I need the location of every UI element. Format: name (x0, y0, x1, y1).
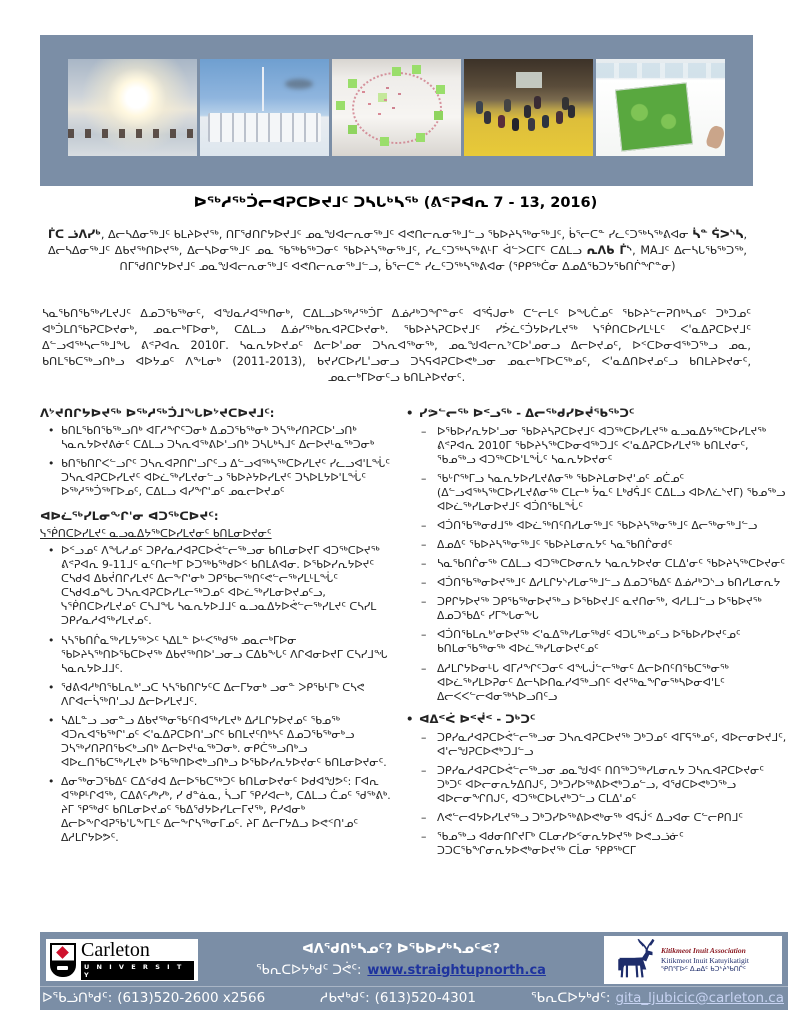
photo-arctic-sunset (68, 59, 197, 156)
list-item: – ᐱᕙᓪᓕᐊᔭᐅᓯᒪᔪᖅᓗ ᑐᒃᑐᓯᐅᖅᕕᐅᕙᒃᓂᖅ ᐊᕋᒎᑉ ᐃᓗᐊᓂ ᑕᓪᓕᑭᑎᒧᑦ (406, 811, 788, 825)
phone-label: ᐅᖃᓘᑎᒃᑯᑦ: (42, 990, 113, 1006)
list-item: • ᐅᑉᓗᓄᑦ ᐱᖓᓱᓄᑦ ᑐᑭᓯᓇᓱᐊᕈᑕᐅᕚᓪᓕᖅᓗᓂ ᑲᑎᒪᓂᐅᔪᒥ ᐊᑐᖅᑕᐅᔪᖅ ᕕᕝᕈᐊᕆ 9-11ᒧᑦ ᓇᑦᑎᓕᒃᒥ ᐅᑐᖅᑲᖅᑯᐅᑉ ᑲᑎᒪᕕᐊᓂ. ᐅᖃᐅᓯᕆᔭᐅᔪᑦ ᑕᓴᑯᐊ ᐃᑲᔫᑎᒋᓯᒪᔪᑦ ᐃᓕᖕᒋ'ᓂᒃ ᑐᑭᖃᓕᖅᑎᑦᕙᓪᓕᖅᓯᒪᒻᒪᖔᑦ ᑕᓴᑯᐊᓄᖓ ᑐᓴᕆᐊᕈᑕᐅᓯᒪᓕᖅᑐᓄᑦ ᐊᐅᓛᖅᓯᒪᓂᐅᔪᓄᑦᓗ, ᓭᖀᑎᑕᐅᓯᒪᔪᓄᑦ ᑕᓴᒧᖓ ᓴᓇᕆᔭᐅᒧᒧᑦ ᓇᓗᓇᐃᔭᐅᕚᓪᓕᖅᓯᒪᔪᑦ ᑕᓴᓯᒪ ᑐᑭᓯᓇᓱᐊᖅᓯᒪᔪᓄᑦ. (40, 544, 392, 628)
kitikmeot-inuit-association-logo (604, 936, 782, 984)
list-item: – ᑐᑭᓯᓇᓱᐊᕈᑕᐅᕚᓪᓕᖅᓗᓂ ᓄᓇᖑᐊᑦ ᑎᑎᖅᑐᖅᓯᒪᓂᕆᔭ ᑐᓴᕆᐊᕈᑕᐅᔪᓂᑦ ᑐᒃᑐᑦ ᐊᐅᓕᓂᕆᔭᐃᑎᒍᑦ, ᑐᒃᑐᓯᐅᖅᕕᐅᕙᒃᑐᓄᓪᓗ, ᐊᕐᑯᑕᐅᕙᒃᑐᖅᓗ ᐊᐅᓕᓂᖏᑎᒍᑦ, ᐊᑐᖅᑕᐅᒐᔪᒃᑐᓪᓗ ᑕᒪᐃ'ᓄᑦ (406, 764, 788, 806)
phone-group (42, 990, 265, 1006)
kia-name-english: Kitikmeot Inuit Association (661, 946, 746, 956)
email-group (531, 990, 784, 1006)
fax-number: (613)520-4301 (374, 990, 476, 1006)
photo-whiteboard-diagram (332, 59, 461, 156)
seasonal-circle-sketch (352, 72, 442, 144)
email-label: ᖃᕆᑕᐅᔭᒃᑯᑦ: (530, 990, 611, 1006)
purpose-list (40, 424, 392, 499)
email-link[interactable]: gita_ljubicic@carleton.ca (615, 990, 784, 1006)
photo-meeting-circle (464, 59, 593, 156)
author-affiliation-1: , ᐃᓕᓴᐃᓂᖅᒧᑦ ᑲᒪᔨᐅᔪᖅ, ᑎᒥᖁᑎᒋᔭᐅᔪᒧᑦ ᓄᓇᖑᐊᓕᕆᓂᖅᒧᑦ ᐊᕙᑎᓕᕆᓂᖅᒧᓪᓗ ᖃᐅᔨᓴᖅᓂᖅᒧᑦ, ᑳᕐᓕᑕᓐ ᓯᓚᑦᑐᖅᓴᖅᕕᐊᓂ (100, 228, 693, 241)
list-item: • ᐃᓂᖅᓂᑐᖃᐃᑦ ᑕᐃᑉᑯᐊ ᐃᓕᐅᖃᑕᖅᑐᑦ ᑲᑎᒪᓂᐅᔪᓂᑦ ᐅᑯᐊᖑᕗᑦ: ᒥᐊᕆ ᐊᖅᑭᒻᒋᐊᖅ, ᑕᐃᕕᑦᓯᒃᓯᒃ, ᓯ ᑯᓐᓈᓇ, ᓵᓗᒥ ᕿᓯᐊᓕᒃ, ᑕᐃᒪᓗ ᑖᓄᑦ ᖁᖅᕕᒃ. ᔨᒥ ᕿᖅᑯᑦ ᑲᑎᒪᓂᐅᔪᓄᑦ ᖃᐃᖁᔭᐅᓯᒪᓕᒥᔪᖅ, ᑭᓯᐊᓂᒃ ᐃᓕᐅᖕᒋᐊᕈᖃ'ᒐᖕᒥᒪᑦ ᐃᓕᖕᒋᓴᖅᓂᒥᓄᑦ. ᔨᒥ ᐃᓕᒥᔭᐃᓗ ᐅᕙᑉᑎ'ᓄᑦ ᐃᓱᒪᒋᔭᐅᕗᑦ. (40, 775, 392, 845)
list-item: • ᑲᑎᖃᑎᒋᐸᓪᓗᒋᑦ ᑐᓴᕆᐊᕈᑎᒋ'ᓗᒋᑦᓗ ᐃᓪᓗᐊᖅᓴᖅᑕᐅᓯᒪᔪᑦ ᓯᓚᓗᐊ'ᒪᖔᑦ ᑐᓴᕆᐊᕈᑕᐅᓯᒪᔪᑦ ᐊᐅᓛᖅᓯᒪᔪᓂᓪᓗ ᖃᐅᔨᔭᐅᓯᒪᔪᑦ ᑐᓴᐅᒪᔭᐅ'ᒪᖔᑦ ᐅᖅᓱᖅᑑᖅᒥᐅᓄᑦ, ᑕᐃᒪᓗ ᐊᓯᖏ'ᓄᑦ ᓄᓇᓕᐅᔪᓄᑦ (40, 457, 392, 499)
carleton-wordmark (81, 940, 194, 980)
trip-activities-subheading: ᓭᖀᑎᑕᐅᓯᒪᔪᑦ ᓇᓗᓇᐃᔭᖅᑕᐅᓯᒪᔪᓂᑦ ᑲᑎᒪᓂᐅᔪᓂᑦ (40, 527, 272, 541)
website-line (206, 963, 596, 978)
list-item: – ᖃᓄᖅᓗ ᐊᑯᓂᑎᒋᔪᒥᒃ ᑕᒪᓂᓯᐅᑉᓂᕆᔭᐅᔪᖅ ᐅᕙᓗᓘᓃᑦ ᑐᑐᑕᖃᖏᓂᕆᔭᐅᕙᒃᓂᐅᔪᖅ ᑕᒫᓂ ᕿᑭᖅᑕᒥ (406, 830, 788, 858)
list-item: – ᑐᑭᒋᔭᐅᔪᖅ ᑐᑭᖃᖅᓂᐅᔪᖅᓗ ᐅᖃᐅᔪᒧᑦ ᓇᔪᑎᓂᖅ, ᐊᓱᒪᒧᓪᓗ ᐅᖃᐅᔪᖅ ᐃᓄᑐᖃᐃᑦ ᓯᒥᖕᒐᓂᖕᒐ (406, 595, 788, 623)
list-item: – ᐊᑑᑎᖃᖅᓂᑯᒧᖅ ᐊᐅᓛᖅᑎᑦᑎᓯᒪᓂᖅᒧᑦ ᖃᐅᔨᓴᖅᓂᖅᒧᑦ ᐃᓕᖅᓂᖅᒧᓪᓗ (406, 519, 788, 533)
footer-top-row (40, 932, 788, 986)
carleton-name: Carleton (81, 939, 150, 962)
caribou-icon (607, 937, 659, 983)
author-affiliation-2: , ᐃᓕᓴᐃᓂᖅᒧᑦ ᐃᑲᔪᖅᑎᐅᔪᖅ, ᐃᓕᓴᐅᓂᖅᒧᑦ ᓄᓇ ᖃᖅᑲᖅᑐᓂᑦ ᖃᐅᔨᓴᖅᓂᖅᒧᑦ, ᓯᓚᑦᑐᖅᓴᖅᕕᒻᒥ ᐋᓪᐳᑕᒥᑦ ᑕᐃᒪᓗ (48, 228, 748, 258)
sticky-notes (392, 67, 401, 76)
author-name-2: ᓵᓐ ᕌᐳᔅᓴ (692, 228, 744, 241)
list-item: • ᖁᕕᐊᓱᒃᑎᖃᒪᕆᒃ'ᓗᑕ ᓴᓴᖃᑎᒋᔭᑦᑕ ᐃᓕᒥᔭᓂᒃ ᓗᓂᓐ ᐳᑭᖃᒻᒥᒃ ᑕᓴᕙ ᐱᒋᐊᓕᓵᖅᑎ'ᓗᒍ ᐃᓕᐅᓯᒪᔪᒧᑦ. (40, 681, 392, 709)
map-sheets (596, 63, 725, 78)
marker-writing (384, 99, 387, 101)
pointing-hand (705, 124, 725, 150)
flag-mast (262, 67, 264, 111)
fax-label: ᓱᑲᔪᒃᑯᑦ: (320, 990, 370, 1006)
footer-banner (40, 932, 788, 1010)
list-item: – ᐊᑑᑎᖃᒪᕆᒃ'ᓂᐅᔪᖅ ᐸ'ᓇᐃᖅᓯᒪᓂᖅᑯᑦ ᐊᑐᒐᖅᓄᑦᓗ ᐅᖃᐅᓯᐅᔪᑦᓄᑦ ᑲᑎᒪᓂᖃᖅᓂᖅ ᐊᐅᓛᖅᓯᒪᓂᐅᔪᑦᓄᑦ (406, 628, 788, 656)
carleton-university-logo (46, 939, 198, 981)
fax-group (320, 990, 476, 1006)
list-item: – ᐃᓄᐃᑦ ᖃᐅᔨᓴᖅᓂᖅᒧᑦ ᖃᐅᔨᒪᓂᕆᔭᑦ ᓴᓇᖃᑎᒌᓂᑯᑦ (406, 538, 788, 552)
phone-number: (613)520-2600 x2566 (117, 990, 266, 1006)
author-name-1: ᒦᑕ ᓘᐱᓯᒃ (48, 228, 101, 241)
photo-strip (40, 35, 753, 156)
kia-name-syllabics: ᕿᑎᕐᒥᐅᑦ ᐃᓄᐃᑦ ᑲᑐᔾᔨᖃᑎᒌᑦ (661, 965, 746, 974)
footer-center (206, 942, 596, 978)
carleton-shield-icon (50, 943, 76, 977)
list-item: – ᐊᑑᑎᖃᖅᓂᐅᔪᖅᒧᑦ ᐃᓱᒪᒋᔭᔅᓯᒪᓂᖅᒧᓪᓗ ᐃᓄᑐᖃᐃᑦ ᐃᓅᓱᒃᑐᔅᓗ ᑲᑎᓯᒪᓂᕆᔭ (406, 576, 788, 590)
header-photo-banner (40, 35, 753, 186)
green-map (615, 82, 693, 151)
people-silhouettes (524, 105, 531, 118)
left-column (40, 406, 392, 863)
list-item: • ᓴᓴᖃᑎᒌᓇᖅᓯᒪᔭᖅᐳᑦ ᓴᐃᒪᓐ ᐅᒡᐸᖅᑯᖅ ᓄᓇᓕᒃᒥᐅᓂ ᖃᐅᔨᓴᖅᑎᐅᖃᑕᐅᔪᖅ ᐃᑲᔪᖅᑎᐅ'ᓗᓂᓗ ᑕᐃᑲᖕᒐᑦ ᐱᒋᐊᓂᐅᔪᒥ ᑕᓴᓯᒧᖓ ᓴᓇᕆᔭᐅᒧᒧᑦ. (40, 634, 392, 676)
footer-contact-row (40, 986, 788, 1010)
author-affiliation-3: , MAᒧᑦ ᐃᓕᓴᒐᖃᖅᑐᖅ, ᑎᒥᖁᑎᒋᔭᐅᔪᒧᑦ ᓄᓇᖑᐊᓕᕆᓂᖅᒧᑦ ᐊᕙᑎᓕᕆᓂᖅᒧᓪᓗ, ᑳᕐᓕᑕᓐ ᓯᓚᑦᑐᖅᓴᖅᕕᐊᓂ (ᕿᑭᖅᑖᓂ ᐃᓄᐃᖃᑐᔭᖃᑎᒌᖏᓐᓂ) (119, 244, 747, 274)
chimney-smoke (285, 79, 313, 89)
carleton-university-label: U N I V E R S I T Y (81, 961, 194, 980)
questions-text: ᐊᐱᖁᑎᒃᓴᓄᑦ? ᐅᖃᐅᓯᒃᓴᓄᑦᕙ? (301, 942, 501, 957)
trip-activities-heading: ᐊᐅᓛᖅᓯᒪᓂᖕᒋ'ᓂ ᐊᑐᖅᑕᐅᔪᑦ: (40, 509, 219, 524)
intro-paragraph (48, 227, 747, 275)
day2-section-title: • ᐊᐃᑉᐹ ᐅᑉᔫᑉ - ᑐᒃᑐᑦ (406, 712, 788, 727)
website-link[interactable]: www.straightupnorth.ca (367, 963, 546, 978)
right-column (406, 406, 788, 863)
projector-screen (516, 72, 542, 88)
maple-leaf-icon (56, 946, 69, 959)
list-item: • ᑲᑎᒪᖃᑎᖃᖅᓗᑎᒃ ᐊᒥᓱᖏᑦᑐᓂᒃ ᐃᓄᑐᖃᖅᓂᒃ ᑐᓴᖅᓯᑎᕈᑕᐅ'ᓗᑎᒃ ᓴᓇᕆᔭᐅᔪᕕᓃᑦ ᑕᐃᒪᓗ ᑐᓴᕆᐊᖅᕕᐅ'ᓗᑎᒃ ᑐᓴᒐᒃᓴᒧᑦ ᐃᓕᐅᔪᒻᓇᖅᑐᓂᒃ (40, 424, 392, 452)
summary-paragraph: ᓴᓇᖃᑎᖃᖅᓯᒪᔪᒍᑦ ᐃᓄᑐᖃᖅᓂᑦ, ᐊᖑᓇᓱᐊᖅᑎᓂᒃ, ᑕᐃᒪᓗᐅᖅᓱᖅᑑᒥ ᐃᓅᓱᒃᑐᖏᓐᓂᑦ ᐊᕐᕌᒍᓂᒃ ᑕᓪᓕᒪᑦ ᐅᖓᑖᓄᑦ ᖃᐅᔨᓪᓕᕈᑎᒃᓴᓄᑦ ᑐᒃᑐᓄᑦ ᐊᒃᑑᒪᑎᖃᕈᑕᐅᔪᓂᒃ, ᓄᓇᓕᒃᒥᐅᓂᒃ, ᑕᐃᒪᓗ ᐃᓅᓯᖅᑲᕆᐊᕈᑕᐅᔪᓂᒃ. ᖃᐅᔨᓴᕈᑕᐅᔪᒧᑦ ᓯᕘᓛᑦᑑᔭᐅᓯᒪᔪᖅ ᓭᖀᑎᑕᐅᓯᒪᒻᒪᑦ ᐸ'ᓇᐃᕈᑕᐅᔪᒧᑦ ᐃᓪᓗᐊᖅᓴᓕᖅᒧᖓ ᕕᕝᕈᐊᕆ 2010ᒥ. ᓴᓇᕆᔭᐅᔪᓄᑦ ᐃᓕᐅ'ᓄᓂ ᑐᓴᕆᐊᖅᓂᖅ, ᓄᓇᖑᐊᓕᕆᔾᑕᐅ'ᓄᓂᓗ ᐃᓕᐅᔪᓄᑦ, ᐅᑉᑕᐅᓂᐊᖅᑐᖅᓗ ᓄᓇ, ᑲᑎᒪᖃᑕᖅᓗᑎᒃᓗ ᐊᐅᔭᓄᑦ ᐱᖕᒪᓂᒃ (2011-2013), ᑲᔪᓯᑕᐅᓯᒪ'ᓗᓂᓗ ᑐᓴᕋᐊᕈᑕᐅᕙᒃᓗᓂ ᓄᓇᓕᒃᒥᐅᑕᖅᓄᑦ, ᐸ'ᓇᐃᑎᐅᔪᓄᑦᓗ ᑲᑎᒪᔨᐅᔪᓂᑦ, ᓄᓇᓕᒃᒥᐅᓂᑦᓗ ᑲᑎᒪᔨᐅᔪᓂᑦ. (42, 307, 751, 384)
list-item: – ᐅᖃᐅᓯᕆᔭᐅ'ᓗᓂ ᖃᐅᔨᓴᕈᑕᐅᔪᒧᑦ ᐊᑐᖅᑕᐅᓯᒪᔪᖅ ᓇᓗᓇᐃᔭᖅᑕᐅᓯᒪᔪᖅ ᕕᕝᕈᐊᕆ 2010ᒥ ᖃᐅᔨᓴᖅᑕᐅᓂᐊᖅᑐᒧᑦ ᐸ'ᓇᐃᕈᑕᐅᓯᒪᔪᖅ ᑲᑎᒪᔪᓂᑦ, ᖃᓄᖅᓗ ᐊᑐᖅᑕᐅ'ᒪᖔᑦ ᓴᓇᕆᔭᐅᔪᓂᑦ (406, 425, 788, 467)
list-item: – ᐃᓱᒪᒋᔭᐅᓂᒻᒐ ᐊᒥᓱᖏᑦᑐᓂᑦ ᐊᖓᒎᓪᓕᖅᓂᑦ ᐃᓕᐅᑎᑦᑎᖃᑕᖅᓂᖅ ᐊᐅᓛᖅᓯᒪᐅᕈᓂᑦ ᐃᓕᓴᐅᑎᓇᓯᐊᖅᓗᑎᑦ ᐊᔪᖅᓇᖏᓂᖅᓴᐅᓂᐊ'ᒪᑦ ᐃᓕᐸᐸᓪᓕᐊᓂᖅᓴᐅᓗᑎᑦᓗ (406, 662, 788, 704)
photo-maps-on-wall (596, 59, 725, 156)
kia-name-inuktitut-roman: Kitikmeot Inuit Katuyikatigit (661, 955, 749, 965)
author-name-3: ᕆᐱᑲ ᒦᔅ (586, 244, 633, 258)
kia-wordmark (661, 946, 749, 973)
hall-building (208, 113, 321, 142)
photo-community-hall-exterior (200, 59, 329, 156)
open-book-icon (57, 966, 68, 970)
page-title: ᐅᖅᓱᖅᑑᓕᐊᕈᑕᐅᔪᒧᑦ ᑐᓴᒐᒃᓴᖅ (ᕕᕝᕈᐊᕆ 7 - 13, 2016) (193, 195, 598, 211)
list-item: • ᓴᐃᒪᓐᓗ ᓗᓂᓐᓗ ᐃᑲᔪᖅᓂᖃᑦᑎᐊᖅᓯᒪᔪᒃ ᐃᓱᒪᒋᔭᐅᔪᓄᑦ ᖃᓄᖅ ᐊᑐᕆᐊᖃᖅᒋ'ᓄᑦ ᐸ'ᓇᐃᕈᑕᐅᑎ'ᓗᒋᑦ ᑲᑎᒪᔪᑦᑎᒃᓴᑦ ᐃᓄᑐᖃᖅᓂᒃᓗ ᑐᓴᖅᓯᑎᕈᑎᖃᐸᒃᓗᑎᒃ ᐃᓕᐅᔪᒻᓇᖅᑐᓂᒃ. ᓂᑭᑖᖅᓗᑎᒃᓗ ᐊᐅᓚᑎᖃᑕᖅᓯᒪᔪᒃ ᐅᖃᖅᑎᐅᕙᒃᓗᑎᒃᓗ ᐅᖃᐅᓯᕆᔭᐅᔪᓂᑦ ᑲᑎᒪᓂᐅᔪᓂᑦ. (40, 714, 392, 770)
list-item: – ᑐᑭᓯᓇᓱᐊᕈᑕᐅᕚᓪᓕᖅᓗᓂ ᑐᓴᕆᐊᕈᑕᐅᔪᖅ ᑐᒃᑐᓄᑦ ᐊᒥᕋᖅᓄᑦ, ᐊᐅᓕᓂᐅᔪᒧᑦ, ᐊ'ᓕᖑᕈᑕᐅᕙᒃᑐᒧᓪᓗ (406, 731, 788, 759)
website-label: ᖃᕆᑕᐅᔭᒃᑯᑦ ᑐᕚᑦ: (256, 963, 362, 978)
content-columns (40, 406, 788, 863)
list-item: – ᖃᒡᒋᖅᒥᓗ ᓴᓇᕆᔭᐅᓯᒪᔪᕕᓂᖅ ᖃᐅᔨᒪᓂᐅᔪ'ᓄᑦ ᓄᑖᓄᑦ (ᐃᓪᓗᐊᖅᓴᖅᑕᐅᓯᒪᔪᕕᓂᖅ ᑕᒪᓕᒃ ᔮᓇᑦ ᒪᒃᑯᕌᒧᑦ ᑕᐃᒪᓗ ᐊᐅᐱᓛᔅᔪᒥ) ᖃᓄᖅᓗ ᐊᐅᓛᖅᓯᒪᓂᐅᔪᒧᑦ ᐊᑑᑎᖃᒪᖔᑦ (406, 472, 788, 514)
town-silhouette (68, 129, 197, 138)
list-item: – ᓴᓇᖃᑎᒌᓂᖅ ᑕᐃᒪᓗ ᐊᑐᖅᑕᐅᓂᕆᔭ ᓴᓇᕆᔭᐅᔪᓂ ᑕᒪᐃ'ᓂᑦ ᖃᐅᔨᓴᖅᑕᐅᔪᓂᑦ (406, 557, 788, 571)
day1-section-title: • ᓯᕗᓪᓕᖅ ᐅᑉᓗᖅ - ᐃᓕᖅᑯᓯᐅᔫᖃᖅᑐᑦ (406, 406, 788, 421)
activities-list (40, 544, 392, 845)
purpose-heading: ᐱᔾᔪᑎᒋᔭᐅᔪᖅ ᐅᖅᓱᖅᑑᒧᖓᐅᔾᔪᑕᐅᔪᒧᑦ: (40, 406, 275, 420)
